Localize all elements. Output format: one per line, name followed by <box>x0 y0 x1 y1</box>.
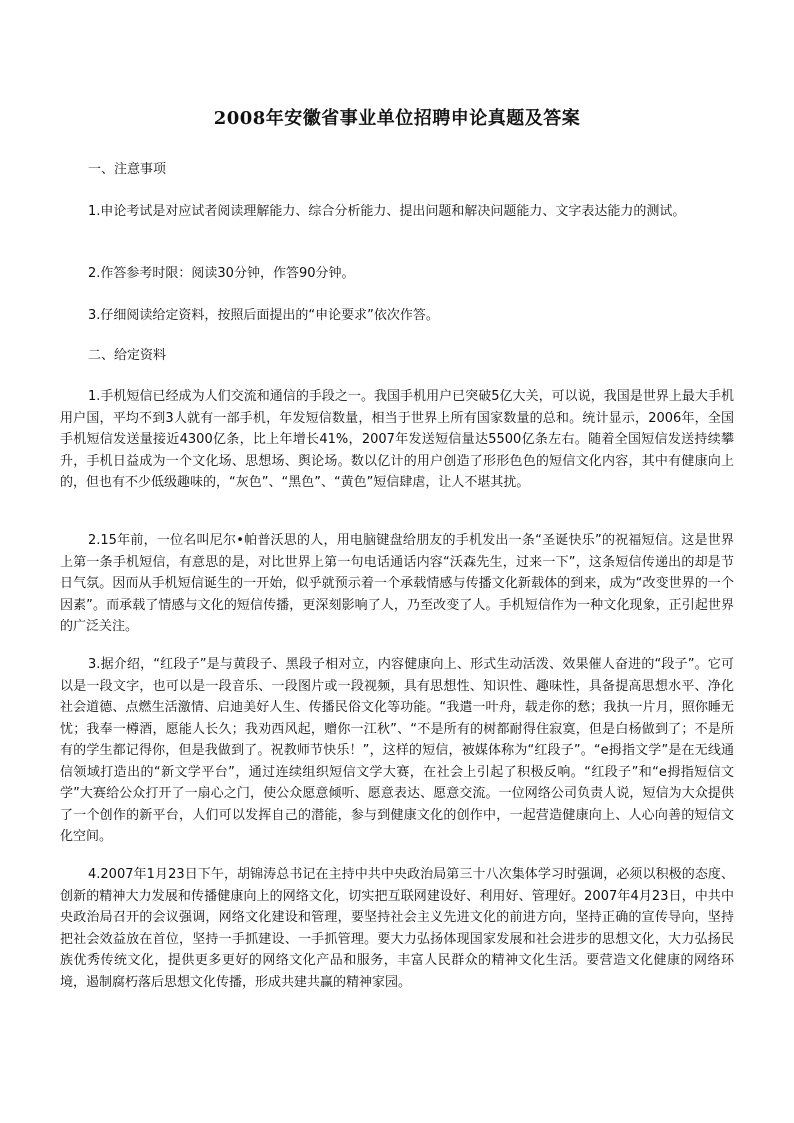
document-title: 2008年安徽省事业单位招聘申论真题及答案 <box>213 108 581 129</box>
material-paragraph-1: 1.手机短信已经成为人们交流和通信的手段之一。我国手机用户已突破5亿大关，可以说，我国是世界上最大手机用户国，平均不到3人就有一部手机，年发短信数量，相当于世界上所有国家数量的总和。统计显示，2006年，全国手机短信发送量接近4300亿条，比上年增长41%，2007年发送短信量达5500亿条左右。随着全国短信发送持续攀升，手机日益成为一个文化场、思想场、舆论场。数以亿计的用户创造了形形色色的短信文化内容，其中有健康向上的，但也有不少低级趣味的，“灰色”、“黑色”、“黄色”短信肆虐，让人不堪其扰。 <box>60 389 734 490</box>
material-paragraph-3: 3.据介绍，“红段子”是与黄段子、黑段子相对立，内容健康向上、形式生动活泼、效果催人奋进的“段子”。它可以是一段文字，也可以是一段音乐、一段图片或一段视频，具有思想性、知识性、趣味性，具备提高思想水平、净化社会道德、点燃生活激情、启迪美好人生、传播民俗文化等功能。“我遣一叶舟，载走你的愁；我执一片月，照你睡无忧；我奉一樽酒，愿能人长久；我劝西风起，赠你一江秋”、“不是所有的树都耐得住寂寞，但是白杨做到了；不是所有的学生都记得你，但是我做到了。祝教师节快乐！”，这样的短信，被媒体称为“红段子”。“e拇指文学”是在无线通信领域打造出的“新文学平台”，通过连续组织短信文学大赛，在社会上引起了积极反响。“红段子”和“e拇指短信文学”大赛给公众打开了一扇心之门，使公众愿意倾听、愿意表达、愿意交流。一位网络公司负责人说，短信为大众提供了一个创作的新平台，人们可以发挥自己的潜能，参与到健康文化的创作中，一起营造健康向上、人心向善的短信文化空间。 <box>60 657 734 844</box>
material-paragraph-4: 4.2007年1月23日下午，胡锦涛总书记在主持中共中央政治局第三十八次集体学习时强调，必须以积极的态度、创新的精神大力发展和传播健康向上的网络文化，切实把互联网建设好、利用好、管理好。2007年4月23日，中共中央政治局召开的会议强调，网络文化建设和管理，要坚持社会主义先进文化的前进方向，坚持正确的宣传导向，坚持把社会效益放在首位，坚持一手抓建设、一手抓管理。要大力弘扬体现国家发展和社会进步的思想文化，大力弘扬民族优秀传统文化，提供更多更好的网络文化产品和服务，丰富人民群众的精神文化生活。要营造文化健康的网络环境，遏制腐朽落后思想文化传播，形成共建共赢的精神家园。 <box>60 867 734 990</box>
section-heading-materials: 二、给定资料 <box>88 348 167 363</box>
section-heading-notice: 一、注意事项 <box>88 162 167 177</box>
notice-item-2: 2.作答参考时限：阅读30分钟，作答90分钟。 <box>88 266 355 281</box>
material-paragraph-2: 2.15年前，一位名叫尼尔•帕普沃思的人，用电脑键盘给朋友的手机发出一条“圣诞快乐”的祝福短信。这是世界上第一条手机短信，有意思的是，对比世界上第一句电话通话内容“沃森先生，过来一下”，这条短信传递出的却是节日气氛。因而从手机短信诞生的一开始，似乎就预示着一个承载情感与传播文化新载体的到来，成为“改变世界的一个因素”。而承载了情感与文化的短信传播，更深刻影响了人，乃至改变了人。手机短信作为一种文化现象，正引起世界的广泛关注。 <box>60 533 734 634</box>
notice-item-3: 3.仔细阅读给定资料，按照后面提出的“申论要求”依次作答。 <box>88 308 439 323</box>
notice-item-1: 1.申论考试是对应试者阅读理解能力、综合分析能力、提出问题和解决问题能力、文字表达能力的测试。 <box>88 204 686 219</box>
